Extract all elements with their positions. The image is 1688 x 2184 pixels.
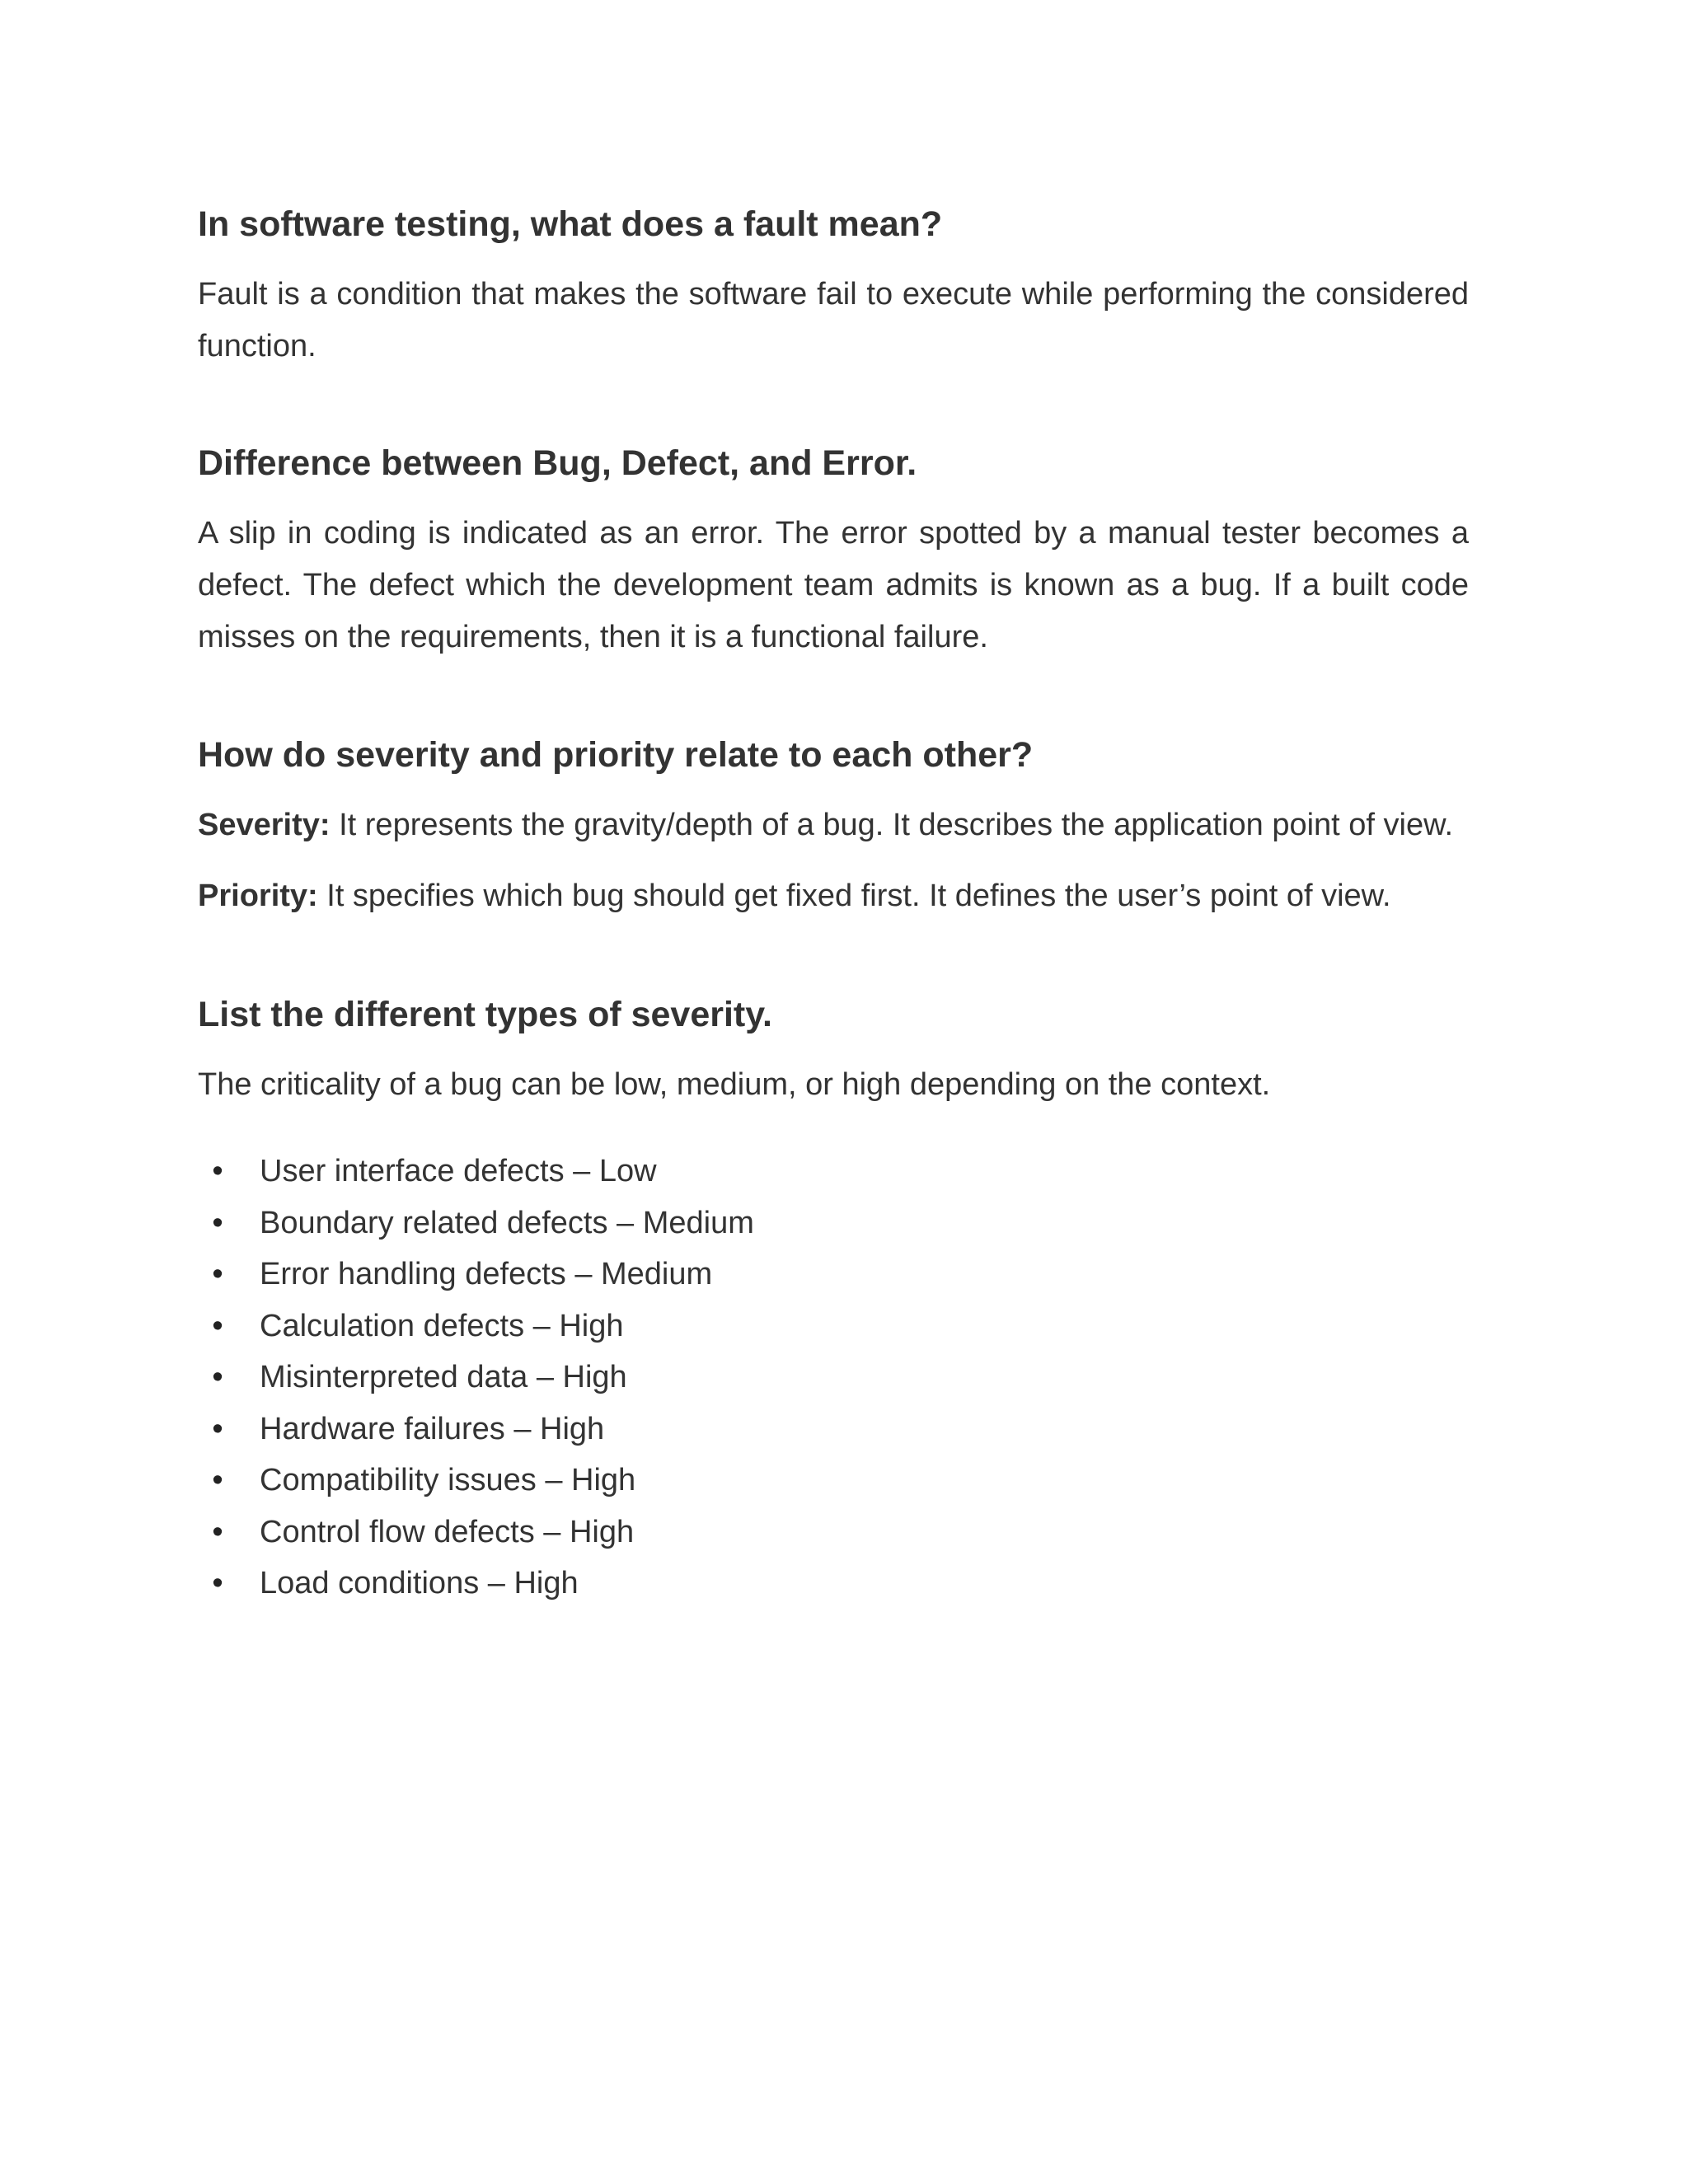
bullet-icon: •	[212, 1308, 223, 1343]
bullet-icon: •	[212, 1154, 223, 1188]
list-item	[198, 1352, 1469, 1404]
list-item-text: User interface defects – Low	[260, 1154, 657, 1188]
section-severity-priority	[198, 733, 1469, 922]
bullet-icon: •	[212, 1411, 223, 1446]
list-item	[198, 1558, 1469, 1610]
section-heading: How do severity and priority relate to each other?	[198, 735, 1034, 775]
list-item-text: Misinterpreted data – High	[260, 1360, 627, 1394]
list-item	[198, 1507, 1469, 1558]
priority-label: Priority:	[198, 879, 318, 913]
list-item	[198, 1249, 1469, 1301]
bullet-icon: •	[212, 1257, 223, 1291]
list-item	[198, 1301, 1469, 1352]
list-item-text: Hardware failures – High	[260, 1411, 605, 1446]
list-item-text: Calculation defects – High	[260, 1308, 624, 1343]
section-heading: List the different types of severity.	[198, 995, 772, 1034]
bullet-icon: •	[212, 1205, 223, 1240]
severity-paragraph	[198, 799, 1469, 851]
section-severity-types	[198, 992, 1469, 1610]
list-item	[198, 1197, 1469, 1249]
severity-text: It represents the gravity/depth of a bug. It describes the application point of view.	[330, 808, 1454, 842]
severity-label: Severity:	[198, 808, 331, 842]
bullet-icon: •	[212, 1566, 223, 1601]
list-item-text: Boundary related defects – Medium	[260, 1205, 754, 1240]
document-content	[198, 202, 1469, 1610]
section-paragraph: Fault is a condition that makes the software fail to execute while performing the considered function.	[198, 277, 1469, 363]
severity-list	[198, 1146, 1469, 1610]
bullet-icon: •	[212, 1463, 223, 1497]
list-item-text: Load conditions – High	[260, 1566, 579, 1601]
section-bug-defect-error	[198, 441, 1469, 663]
list-item	[198, 1404, 1469, 1455]
priority-paragraph	[198, 870, 1469, 922]
list-item-text: Error handling defects – Medium	[260, 1257, 713, 1291]
bullet-icon: •	[212, 1360, 223, 1394]
section-paragraph: The criticality of a bug can be low, medium, or high depending on the context.	[198, 1067, 1271, 1102]
section-heading: In software testing, what does a fault mean?	[198, 204, 943, 244]
section-heading: Difference between Bug, Defect, and Error.	[198, 443, 917, 483]
list-item	[198, 1146, 1469, 1197]
priority-text: It specifies which bug should get fixed first. It defines the user’s point of view.	[317, 879, 1391, 913]
list-item	[198, 1455, 1469, 1507]
section-fault	[198, 202, 1469, 373]
list-item-text: Control flow defects – High	[260, 1514, 635, 1549]
bullet-icon: •	[212, 1514, 223, 1549]
list-item-text: Compatibility issues – High	[260, 1463, 636, 1497]
section-paragraph: A slip in coding is indicated as an error. The error spotted by a manual tester becomes a defect. The defect which the development team admits is known as a bug. If a built code misses on the requirements, then it is a functional failure.	[198, 516, 1469, 654]
